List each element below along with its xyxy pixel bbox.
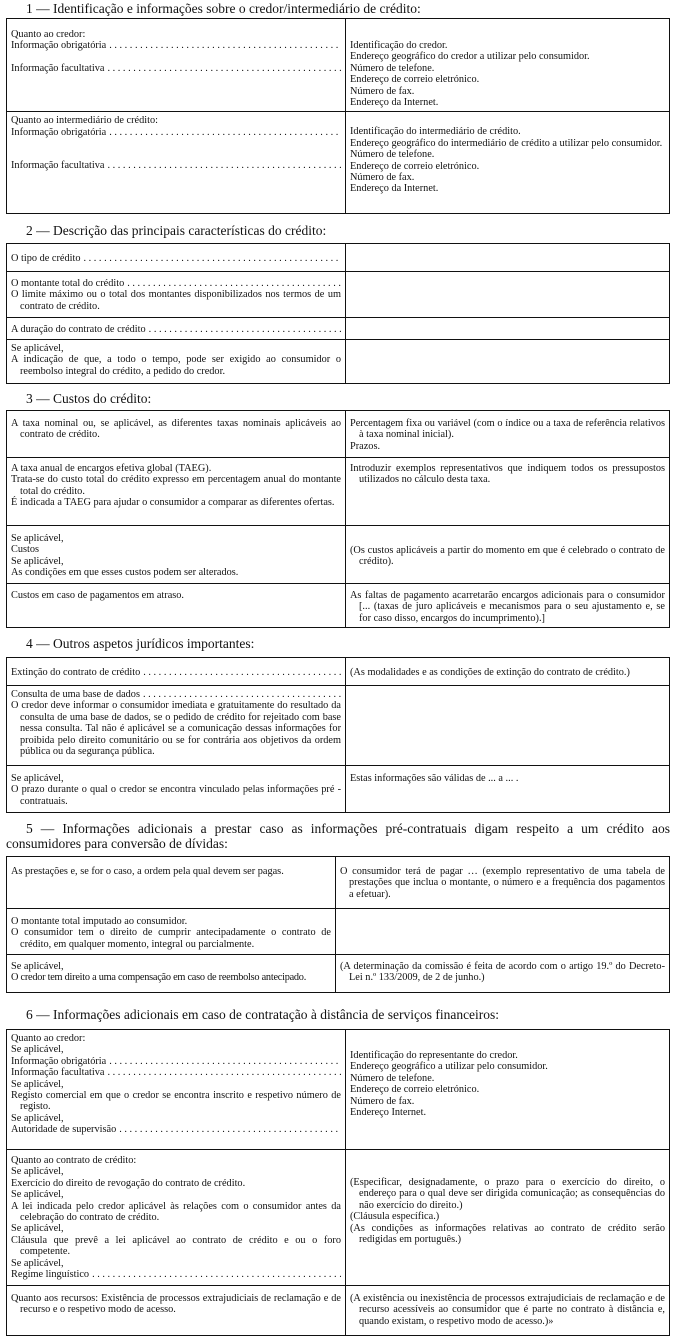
table-row: A taxa nominal ou, se aplicável, as diferentes taxas nominais aplicáveis ao contrato de crédito. Percentagem fixa ou variável (com o índice ou a taxa de referência relativos à taxa nominal inicial). Prazos. [7,411,670,458]
table-row: O montante total do crédito . . . O limite máximo ou o total dos montantes disponibilizados nos termos de um contrato de crédito. [7,272,670,318]
table-row: A duração do contrato de crédito . . . [7,318,670,340]
section-6-title: 6 — Informações adicionais em caso de contratação à distância de serviços financeiros: [26,1007,500,1022]
section-2 [6,223,670,238]
table-row: Extinção do contrato de crédito . . . (As modalidades e as condições de extinção do contrato de crédito.) [7,658,670,686]
section-6-table [6,1029,670,1336]
left-cell: Quanto ao credor: Informação obrigatória . . . Informação facultativa . . . [7,19,346,112]
section-4-table [6,657,670,813]
section-3 [6,391,670,406]
section-3-title: 3 — Custos do crédito: [26,391,152,406]
right-cell: Identificação do credor. Endereço geográfico do credor a utilizar pelo consumidor. Número de telefone. Endereço de correio eletrónico. Número de fax. Endereço da Internet. [346,19,670,112]
section-4 [6,636,670,651]
section-2-title: 2 — Descrição das principais características do crédito: [26,223,327,238]
section-1-title: 1 — Identificação e informações sobre o credor/intermediário de crédito: [26,1,421,16]
section-6 [6,1007,670,1022]
section-5-table [6,856,670,993]
section-2-table [6,243,670,384]
table-row [7,19,670,112]
table-row: A taxa anual de encargos efetiva global (TAEG). Trata-se do custo total do crédito expresso em percentagem anual do montante total do crédito. É indicada a TAEG para ajudar o consumidor a comparar as diferentes ofertas. Introduzir exemplos representativos que indiquem todos os pressupostos utilizados no cálculo desta taxa. [7,458,670,526]
table-row: Se aplicável, O credor tem direito a uma compensação em caso de reembolso antecipado. (A determinação da comissão é feita de acordo com o artigo 19.º do Decreto-Lei n.º 133/2009, de 2 de junho.) [7,955,670,993]
table-row: Custos em caso de pagamentos em atraso. As faltas de pagamento acarretarão encargos adicionais para o consumidor [... (taxas de juro aplicáveis e mecanismos para o seu ajustamento e, se for caso disso, encargos do incumprimento).] [7,584,670,628]
table-row: Quanto ao contrato de crédito: Se aplicável, Exercício do direito de revogação do contrato de crédito. Se aplicável, A lei indicada pelo credor aplicável às relações com o consumidor antes da celebração do contrato de crédito. Se aplicável, Cláusula que prevê a lei aplicável ao contrato de crédito e ou o foro competente. Se aplicável, Regime linguístico . . . (Especificar, designadamente, o prazo para o exercício do direito, o endereço para o qual deve ser dirigida comunicação; as consequências do não exercício do direito.) (Cláusula específica.) (As condições as informações relativas ao contrato de crédito serão redigidas em português.) [7,1150,670,1286]
table-row: Se aplicável, A indicação de que, a todo o tempo, pode ser exigido ao consumidor o reembolso integral do crédito, a pedido do credor. [7,340,670,384]
table-row: Se aplicável, O prazo durante o qual o credor se encontra vinculado pelas informações pré -contratuais. Estas informações são válidas de ... a ... . [7,766,670,813]
table-row: Quanto ao intermediário de crédito: Informação obrigatória . . . Informação facultativa . . . Identificação do intermediário de crédito. Endereço geográfico do intermediário de crédito a utilizar pelo consumidor. Número de telefone. Endereço de correio eletrónico. Número de fax. Endereço da Internet. [7,112,670,214]
table-row: O tipo de crédito . . . [7,244,670,272]
section-1 [6,1,670,16]
section-5-title: 5 — Informações adicionais a prestar caso as informações pré-contratuais digam respeito a um crédito aos consumidores para conversão de dívidas: [6,821,670,851]
table-row: O montante total imputado ao consumidor. O consumidor tem o direito de cumprir antecipadamente o contrato de crédito, em qualquer momento, integral ou parcialmente. [7,909,670,955]
section-3-table [6,410,670,628]
table-row: Se aplicável, Custos Se aplicável, As condições em que esses custos podem ser alterados. (Os custos aplicáveis a partir do momento em que é celebrado o contrato de crédito). [7,526,670,584]
table-row: Quanto aos recursos: Existência de processos extrajudiciais de reclamação e de recurso e o respetivo modo de acesso. (A existência ou inexistência de processos extrajudiciais de reclamação e de recurso acessíveis ao consumidor que é parte no contrato à distância e, quando existam, o respetivo modo de acesso.)» [7,1286,670,1336]
section-5 [6,821,670,851]
table-row: Consulta de uma base de dados . . . O credor deve informar o consumidor imediata e gratuitamente do resultado da consulta de uma base de dados, se o pedido de crédito for rejeitado com base nessa consulta. Tal não é aplicável se a comunicação dessas informações for proibida pelo direito comunitário ou se for contrária aos objetivos da ordem pública ou da segurança pública. [7,686,670,766]
table-row: As prestações e, se for o caso, a ordem pela qual devem ser pagas. O consumidor terá de pagar … (exemplo representativo de uma tabela de prestações que inclua o montante, o número e a frequência dos pagamentos a efetuar). [7,857,670,909]
table-row: Quanto ao credor: Se aplicável, Informação obrigatória . . . Informação facultativa . . . Se aplicável, Registo comercial em que o credor se encontra inscrito e respetivo número de registo. Se aplicável, Autoridade de supervisão . . . Identificação do representante do credor. Endereço geográfico a utilizar pelo consumidor. Número de telefone. Endereço de correio eletrónico. Número de fax. Endereço Internet. [7,1030,670,1150]
section-4-title: 4 — Outros aspetos jurídicos importantes: [26,636,255,651]
section-1-table [6,18,670,214]
